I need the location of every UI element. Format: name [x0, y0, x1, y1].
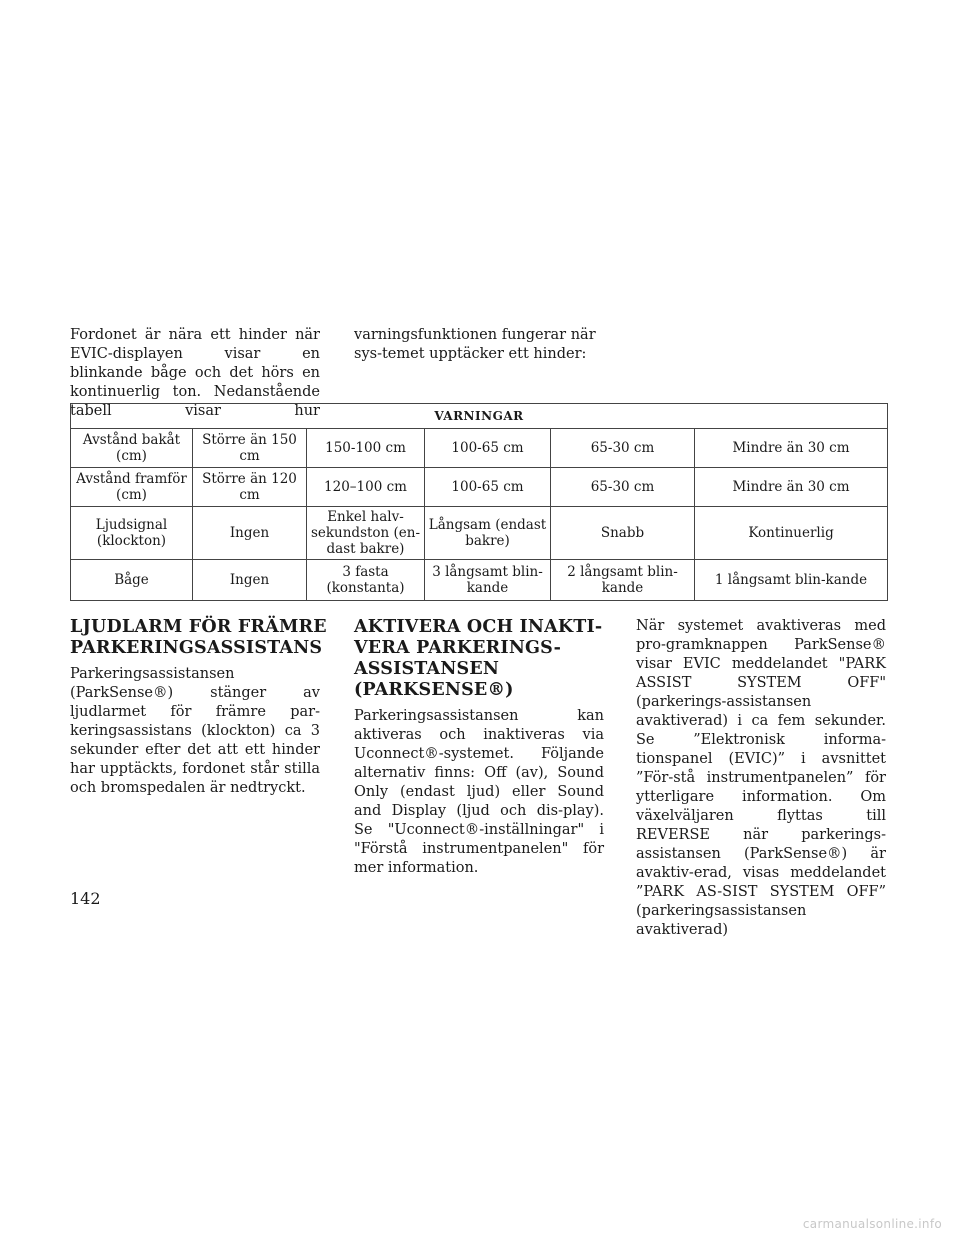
table-row [71, 468, 888, 507]
table-cell: Mindre än 30 cm [695, 429, 888, 468]
table-cell: Snabb [551, 507, 695, 560]
table-cell: Enkel halv-sekundston (en-dast bakre) [307, 507, 425, 560]
table-row [71, 429, 888, 468]
section-heading-front-alarm: LJUDLARM FÖR FRÄMRE PARKERINGSASSISTANS [70, 617, 327, 658]
table-cell: Båge [71, 560, 193, 601]
table-cell: Ljudsignal (klockton) [71, 507, 193, 560]
table-cell: 120–100 cm [307, 468, 425, 507]
table-cell: 1 långsamt blin-kande [695, 560, 888, 601]
table-row [71, 560, 888, 601]
table-cell: Ingen [193, 507, 307, 560]
table-cell: 100-65 cm [425, 429, 551, 468]
intro-text-left: Fordonet är nära ett hinder när EVIC-displayen visar en blinkande båge och det hörs en kontinuerlig ton. Nedanstående tabell visar hur [70, 327, 320, 419]
page-number: 142 [70, 889, 101, 908]
table-cell: 65-30 cm [551, 429, 695, 468]
warnings-table [70, 403, 888, 601]
table-cell: Avstånd framför (cm) [71, 468, 193, 507]
table-cell: Större än 150 cm [193, 429, 307, 468]
table-cell: Avstånd bakåt (cm) [71, 429, 193, 468]
table-cell: 3 fasta (konstanta) [307, 560, 425, 601]
table-cell: Kontinuerlig [695, 507, 888, 560]
table-cell: Långsam (endast bakre) [425, 507, 551, 560]
table-row [71, 507, 888, 560]
table-cell: 3 långsamt blin-kande [425, 560, 551, 601]
table-cell: 150-100 cm [307, 429, 425, 468]
right-column-text: När systemet avaktiveras med pro-gramknappen ParkSense® visar EVIC meddelandet "PARK ASSIST SYSTEM OFF" (parkerings-assistansen avaktiverad) i ca fem sekunder. Se ”Elektronisk informa-tionspanel (EVIC)” i avsnittet ”För-stå instrumentpanelen” för ytterligare information. Om växelväljaren flyttas till REVERSE när parkerings-assistansen (ParkSense®) är avaktiv-erad, visas meddelandet ”PARK AS-SIST SYSTEM OFF” (parkeringsassistansen avaktiverad) [636, 618, 886, 938]
table-cell: 65-30 cm [551, 468, 695, 507]
table-cell: 100-65 cm [425, 468, 551, 507]
table-title: VARNINGAR [71, 404, 888, 429]
section-body-activate: Parkeringsassistansen kan aktiveras och inaktiveras via Uconnect®-systemet. Följande alternativ finns: Off (av), Sound Only (endast ljud) eller Sound and Display (ljud och dis-play). Se "Uconnect®-inställningar" i "Förstå instrumentpanelen" för mer information. [354, 708, 604, 876]
table-cell: 2 långsamt blin-kande [551, 560, 695, 601]
table-cell: Mindre än 30 cm [695, 468, 888, 507]
section-body-front-alarm: Parkeringsassistansen (ParkSense®) stänger av ljudlarmet för främre par-keringsassistans (klockton) ca 3 sekunder efter det att ett hinder har upptäckts, fordonet står stilla och bromspedalen är nedtryckt. [70, 666, 320, 796]
watermark-logo: carmanualsonline.info [802, 1217, 942, 1231]
intro-text-right: varningsfunktionen fungerar när sys-temet upptäcker ett hinder: [354, 327, 596, 362]
table-cell: Större än 120 cm [193, 468, 307, 507]
section-heading-activate: AKTIVERA OCH INAKTI-VERA PARKERINGS-ASSISTANSEN (PARKSENSE®) [354, 617, 603, 700]
table-cell: Ingen [193, 560, 307, 601]
